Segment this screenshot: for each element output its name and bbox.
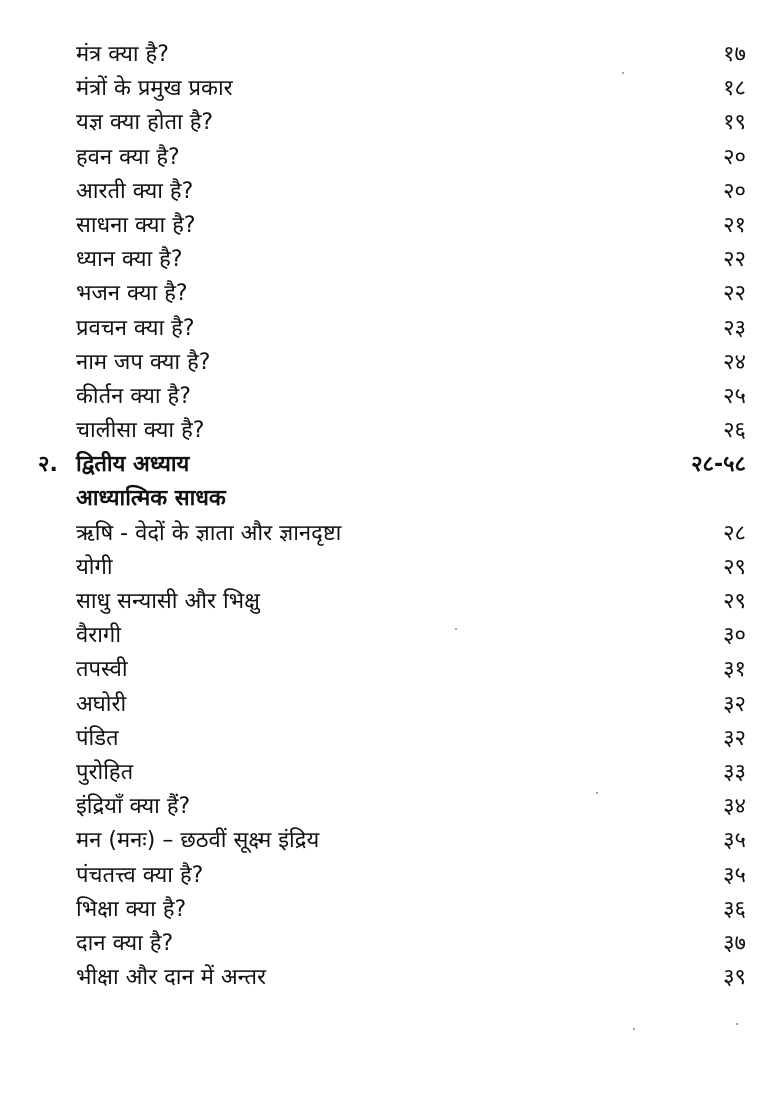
toc-entry-page: २६	[723, 418, 746, 444]
toc-entry-title: ऋषि - वेदों के ज्ञाता और ज्ञानदृष्टा	[76, 520, 342, 546]
toc-entry-title: पंचतत्त्व क्या है?	[76, 862, 204, 888]
toc-entry-page: २८	[723, 520, 746, 546]
toc-entry	[0, 380, 780, 414]
toc-entry-page: ३७	[723, 930, 746, 956]
scan-speck	[633, 1028, 635, 1030]
toc-entry-title: साधु सन्यासी और भिक्षु	[76, 589, 260, 614]
toc-entry-title: दान क्या है?	[76, 930, 174, 956]
toc-entry	[0, 312, 780, 346]
toc-entry-page: ३६	[723, 896, 746, 922]
toc-entry-title: कीर्तन क्या है?	[76, 383, 191, 409]
toc-entry	[0, 106, 780, 140]
toc-entry-title: ध्यान क्या है?	[76, 247, 183, 273]
toc-entry-page: २४	[723, 349, 746, 375]
toc-entry	[0, 653, 780, 687]
scan-speck	[736, 1023, 738, 1025]
toc-entry-title: वैरागी	[76, 623, 122, 649]
chapter-title: द्वितीय अध्याय	[76, 452, 190, 478]
toc-entry-page: ३१	[723, 657, 746, 683]
toc-entry-title: इंद्रियाँ क्या हैं?	[76, 794, 191, 820]
toc-entry-title: नाम जप क्या है?	[76, 349, 211, 375]
toc-entry-page: २९	[723, 589, 746, 614]
toc-entry-title: प्रवचन क्या है?	[76, 315, 195, 341]
toc-entry	[0, 209, 780, 243]
toc-entry	[0, 756, 780, 790]
toc-entry-title: योगी	[76, 554, 113, 580]
toc-entry-page: ३९	[723, 965, 746, 991]
toc-entry	[0, 38, 780, 72]
scan-speck	[596, 792, 598, 794]
toc-entry-title: भीक्षा और दान में अन्तर	[76, 965, 266, 991]
toc-entry	[0, 824, 780, 858]
toc-entry-title: तपस्वी	[76, 657, 128, 683]
toc-entry-title: मंत्र क्या है?	[76, 42, 169, 67]
scan-speck	[622, 72, 624, 74]
toc-entry-page: २५	[723, 383, 746, 409]
toc-entry	[0, 277, 780, 311]
toc-entry-title: पुरोहित	[76, 759, 134, 785]
toc-entry	[0, 551, 780, 585]
toc-entry	[0, 72, 780, 106]
toc-entry	[0, 961, 780, 995]
toc-entry-title: यज्ञ क्या होता है?	[76, 110, 214, 136]
toc-entry-title: हवन क्या है?	[76, 144, 180, 170]
toc-entry-title: पंडित	[76, 725, 119, 751]
chapter-number: २.	[38, 452, 58, 478]
toc-entry-page: ३४	[723, 794, 746, 820]
toc-entry	[0, 517, 780, 551]
toc-entry	[0, 175, 780, 209]
toc-entry-page: १७	[723, 42, 746, 67]
toc-entry-page: १८	[723, 76, 746, 102]
toc-entry-page: ३२	[723, 725, 746, 751]
toc-entry	[0, 141, 780, 175]
toc-entry-title: भजन क्या है?	[76, 281, 188, 307]
toc-entry-page: २२	[723, 247, 746, 273]
toc-entry-page: २१	[723, 212, 746, 238]
toc-entry	[0, 346, 780, 380]
toc-entry	[0, 688, 780, 722]
toc-entry	[0, 585, 780, 619]
toc-entry-title: मंत्रों के प्रमुख प्रकार	[76, 76, 233, 102]
table-of-contents	[0, 38, 780, 995]
toc-entry	[0, 722, 780, 756]
toc-entry-title: मन (मनः) – छठवीं सूक्ष्म इंद्रिय	[76, 828, 320, 854]
toc-chapter-heading	[0, 448, 780, 482]
toc-entry-page: २२	[723, 281, 746, 307]
toc-entry-title: भिक्षा क्या है?	[76, 896, 187, 922]
toc-entry	[0, 927, 780, 961]
toc-entry-page: ३२	[723, 691, 746, 717]
toc-entry-page: ३५	[723, 828, 746, 854]
toc-entry-page: २९	[723, 554, 746, 580]
toc-entry	[0, 790, 780, 824]
scan-speck	[455, 628, 457, 630]
toc-entry-page: २३	[723, 315, 746, 341]
toc-entry	[0, 859, 780, 893]
toc-entry-page: ३०	[723, 623, 746, 649]
toc-entry-title: चालीसा क्या है?	[76, 418, 205, 444]
toc-entry	[0, 893, 780, 927]
toc-section-heading	[0, 482, 780, 516]
toc-entry	[0, 243, 780, 277]
toc-entry-title: अघोरी	[76, 691, 127, 717]
toc-entry-title: आरती क्या है?	[76, 178, 194, 204]
toc-entry-page: २०	[723, 144, 746, 170]
toc-entry-page: ३५	[723, 862, 746, 888]
section-title: आध्यात्मिक साधक	[76, 486, 226, 512]
toc-entry-title: साधना क्या है?	[76, 212, 196, 238]
toc-entry	[0, 619, 780, 653]
toc-entry-page: १९	[723, 110, 746, 136]
toc-entry	[0, 414, 780, 448]
toc-entry-page: ३३	[723, 759, 746, 785]
toc-entry-page: २०	[723, 178, 746, 204]
chapter-page-range: २८-५८	[691, 452, 746, 478]
